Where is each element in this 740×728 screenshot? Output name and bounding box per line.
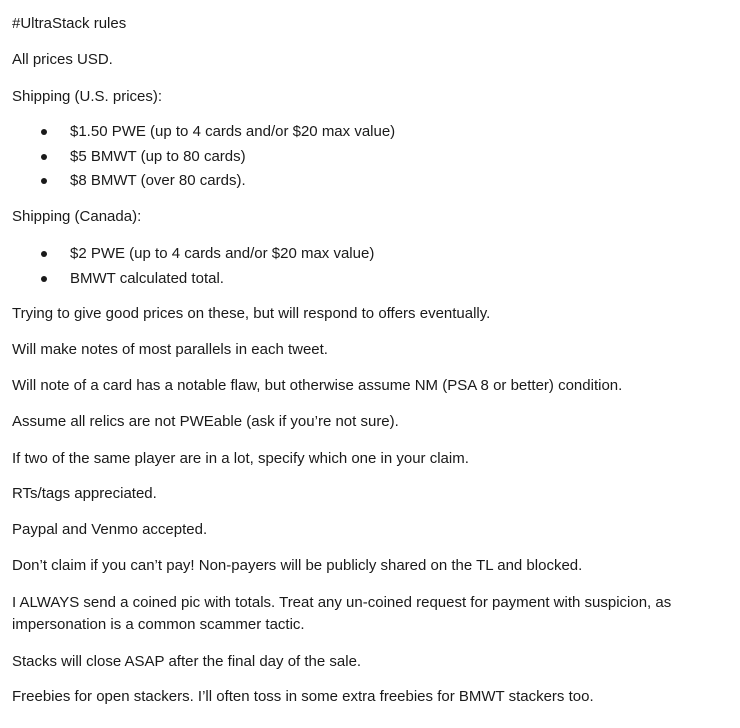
currency-note: All prices USD. [12, 51, 113, 68]
bullet-icon [41, 276, 47, 282]
rule-same-player: If two of the same player are in a lot, specify which one in your claim. [12, 450, 469, 467]
list-item [38, 121, 730, 146]
bullet-icon [41, 178, 47, 184]
list-item [38, 268, 730, 293]
rule-rts: RTs/tags appreciated. [12, 485, 157, 502]
shipping-us-heading: Shipping (U.S. prices): [12, 88, 163, 105]
shipping-us-list [38, 121, 730, 195]
rule-parallels: Will make notes of most parallels in each tweet. [12, 341, 328, 358]
list-item [38, 170, 730, 195]
shipping-canada-item: $2 PWE (up to 4 cards and/or $20 max value) [70, 245, 375, 262]
shipping-canada-list [38, 243, 730, 292]
rule-payment: Paypal and Venmo accepted. [12, 521, 208, 538]
bullet-icon [41, 251, 47, 257]
rule-non-payers: Don’t claim if you can’t pay! Non-payers will be publicly shared on the TL and blocked. [12, 557, 583, 574]
list-item [38, 243, 730, 268]
shipping-us-item: $8 BMWT (over 80 cards). [70, 172, 246, 189]
rule-offers: Trying to give good prices on these, but will respond to offers eventually. [12, 305, 491, 322]
shipping-us-item: $1.50 PWE (up to 4 cards and/or $20 max value) [70, 123, 396, 140]
list-item [38, 146, 730, 171]
shipping-us-item: $5 BMWT (up to 80 cards) [70, 147, 246, 165]
shipping-canada-heading: Shipping (Canada): [12, 208, 142, 225]
document-title: #UltraStack rules [12, 15, 127, 32]
rule-condition: Will note of a card has a notable flaw, but otherwise assume NM (PSA 8 or better) condition. [12, 377, 623, 394]
rule-close: Stacks will close ASAP after the final day of the sale. [12, 653, 362, 670]
shipping-canada-item: BMWT calculated total. [70, 269, 224, 287]
rule-relics: Assume all relics are not PWEable (ask if you’re not sure). [12, 413, 399, 430]
bullet-icon [41, 129, 47, 135]
rule-coined-pic: I ALWAYS send a coined pic with totals. Treat any un-coined request for payment with suspicion, as impersonation is a common scammer tactic. [12, 594, 672, 633]
bullet-icon [41, 154, 47, 160]
rule-freebies: Freebies for open stackers. I’ll often toss in some extra freebies for BMWT stackers too. [12, 688, 594, 705]
